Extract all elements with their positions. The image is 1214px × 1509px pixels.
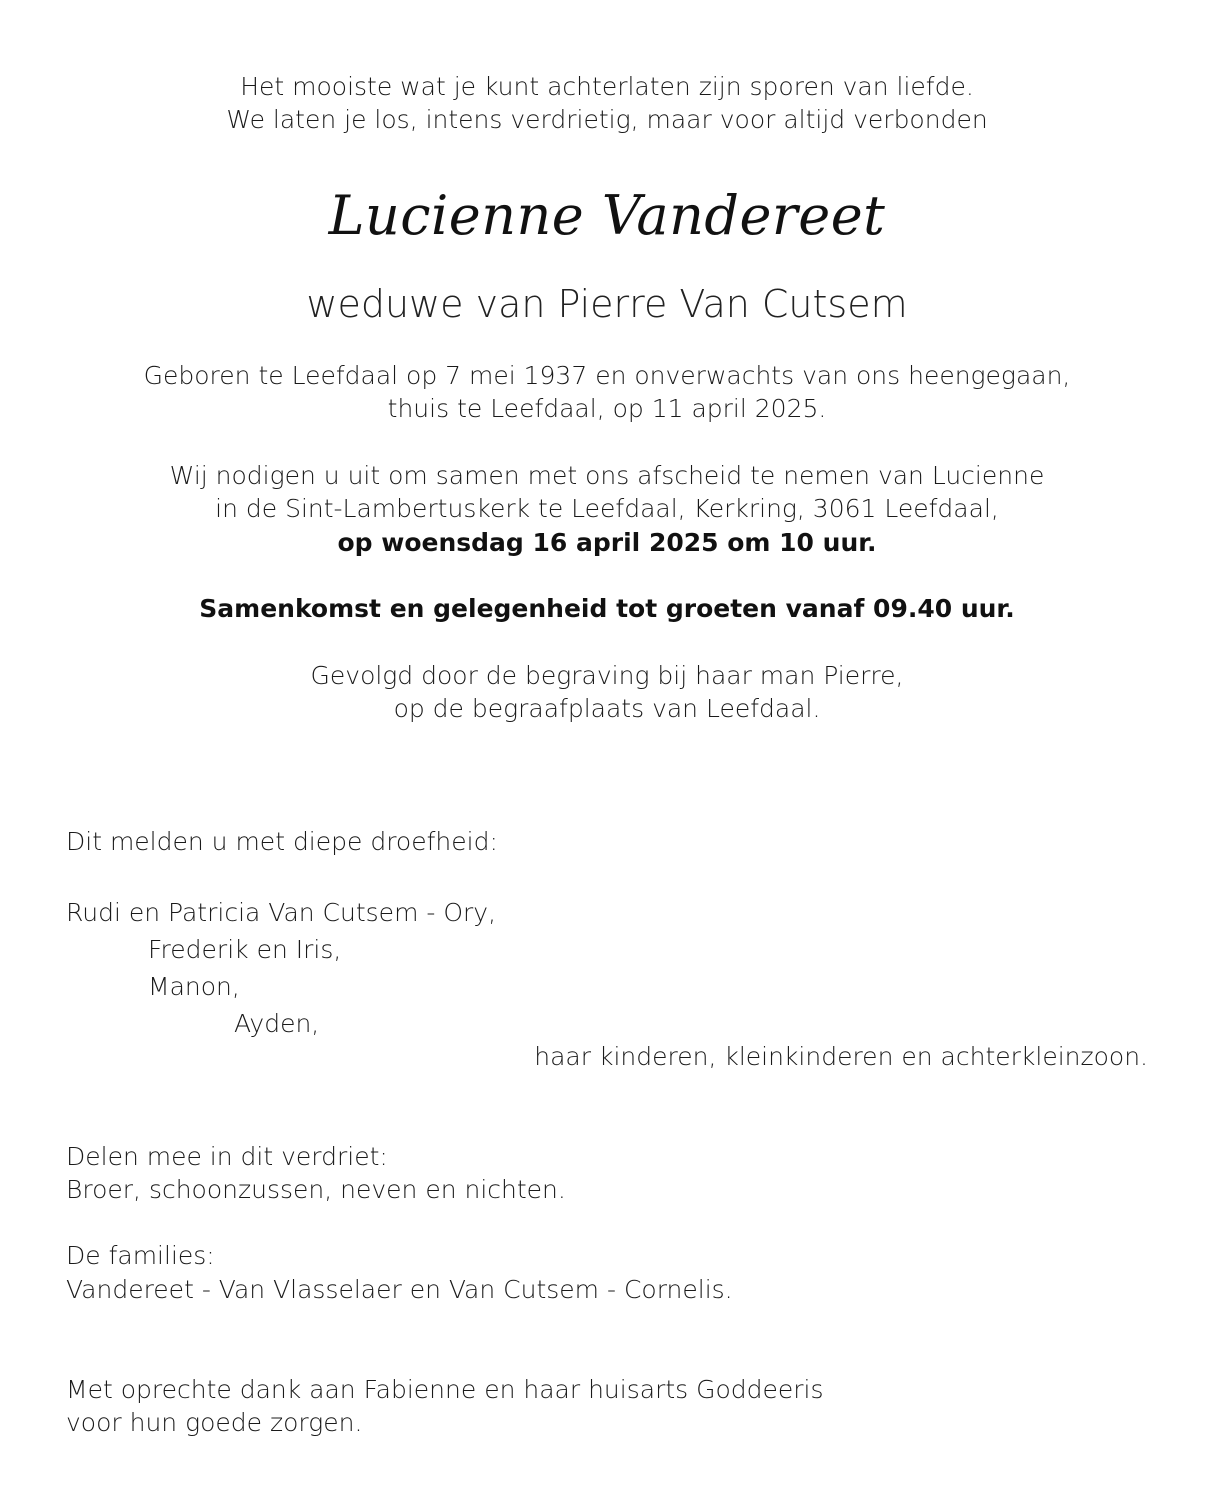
sharing-title: Delen mee in dit verdriet:	[66, 1142, 388, 1171]
quote-line-2: We laten je los, intens verdrietig, maar voor altijd verbonden	[226, 105, 988, 134]
deceased-subtitle: weduwe van Pierre Van Cutsem	[306, 282, 908, 326]
family-line-4: Ayden,	[234, 1009, 320, 1038]
announcement-intro: Dit melden u met diepe droefheid:	[66, 827, 498, 856]
family-relation: haar kinderen, kleinkinderen en achterkleinzoon.	[534, 1042, 1148, 1071]
invitation-line-1: Wij nodigen u uit om samen met ons afscheid te nemen van Lucienne	[169, 461, 1045, 490]
family-line-3: Manon,	[148, 972, 240, 1001]
quote-line-1: Het mooiste wat je kunt achterlaten zijn sporen van liefde.	[240, 72, 974, 101]
gathering-text: Samenkomst en gelegenheid tot groeten vanaf 09.40 uur.	[199, 594, 1015, 623]
family-line-2: Frederik en Iris,	[148, 935, 342, 964]
burial-line-1: Gevolgd door de begraving bij haar man Pierre,	[310, 661, 904, 690]
thanks-line-1: Met oprechte dank aan Fabienne en haar huisarts Goddeeris	[66, 1375, 824, 1404]
thanks-line-2: voor hun goede zorgen.	[66, 1408, 363, 1437]
families-title: De families:	[66, 1241, 215, 1270]
family-line-1: Rudi en Patricia Van Cutsem - Ory,	[66, 898, 497, 927]
families-text: Vandereet - Van Vlasselaer en Van Cutsem - Cornelis.	[66, 1275, 733, 1304]
sharing-text: Broer, schoonzussen, neven en nichten.	[66, 1175, 566, 1204]
invitation-date: op woensdag 16 april 2025 om 10 uur.	[337, 528, 877, 557]
birth-death-line-1: Geboren te Leefdaal op 7 mei 1937 en onverwachts van ons heengegaan,	[143, 361, 1071, 390]
burial-line-2: op de begraafplaats van Leefdaal.	[393, 694, 821, 723]
birth-death-line-2: thuis te Leefdaal, op 11 april 2025.	[387, 394, 827, 423]
invitation-line-2: in de Sint-Lambertuskerk te Leefdaal, Kerkring, 3061 Leefdaal,	[215, 494, 999, 523]
deceased-name: Lucienne Vandereet	[328, 184, 886, 247]
